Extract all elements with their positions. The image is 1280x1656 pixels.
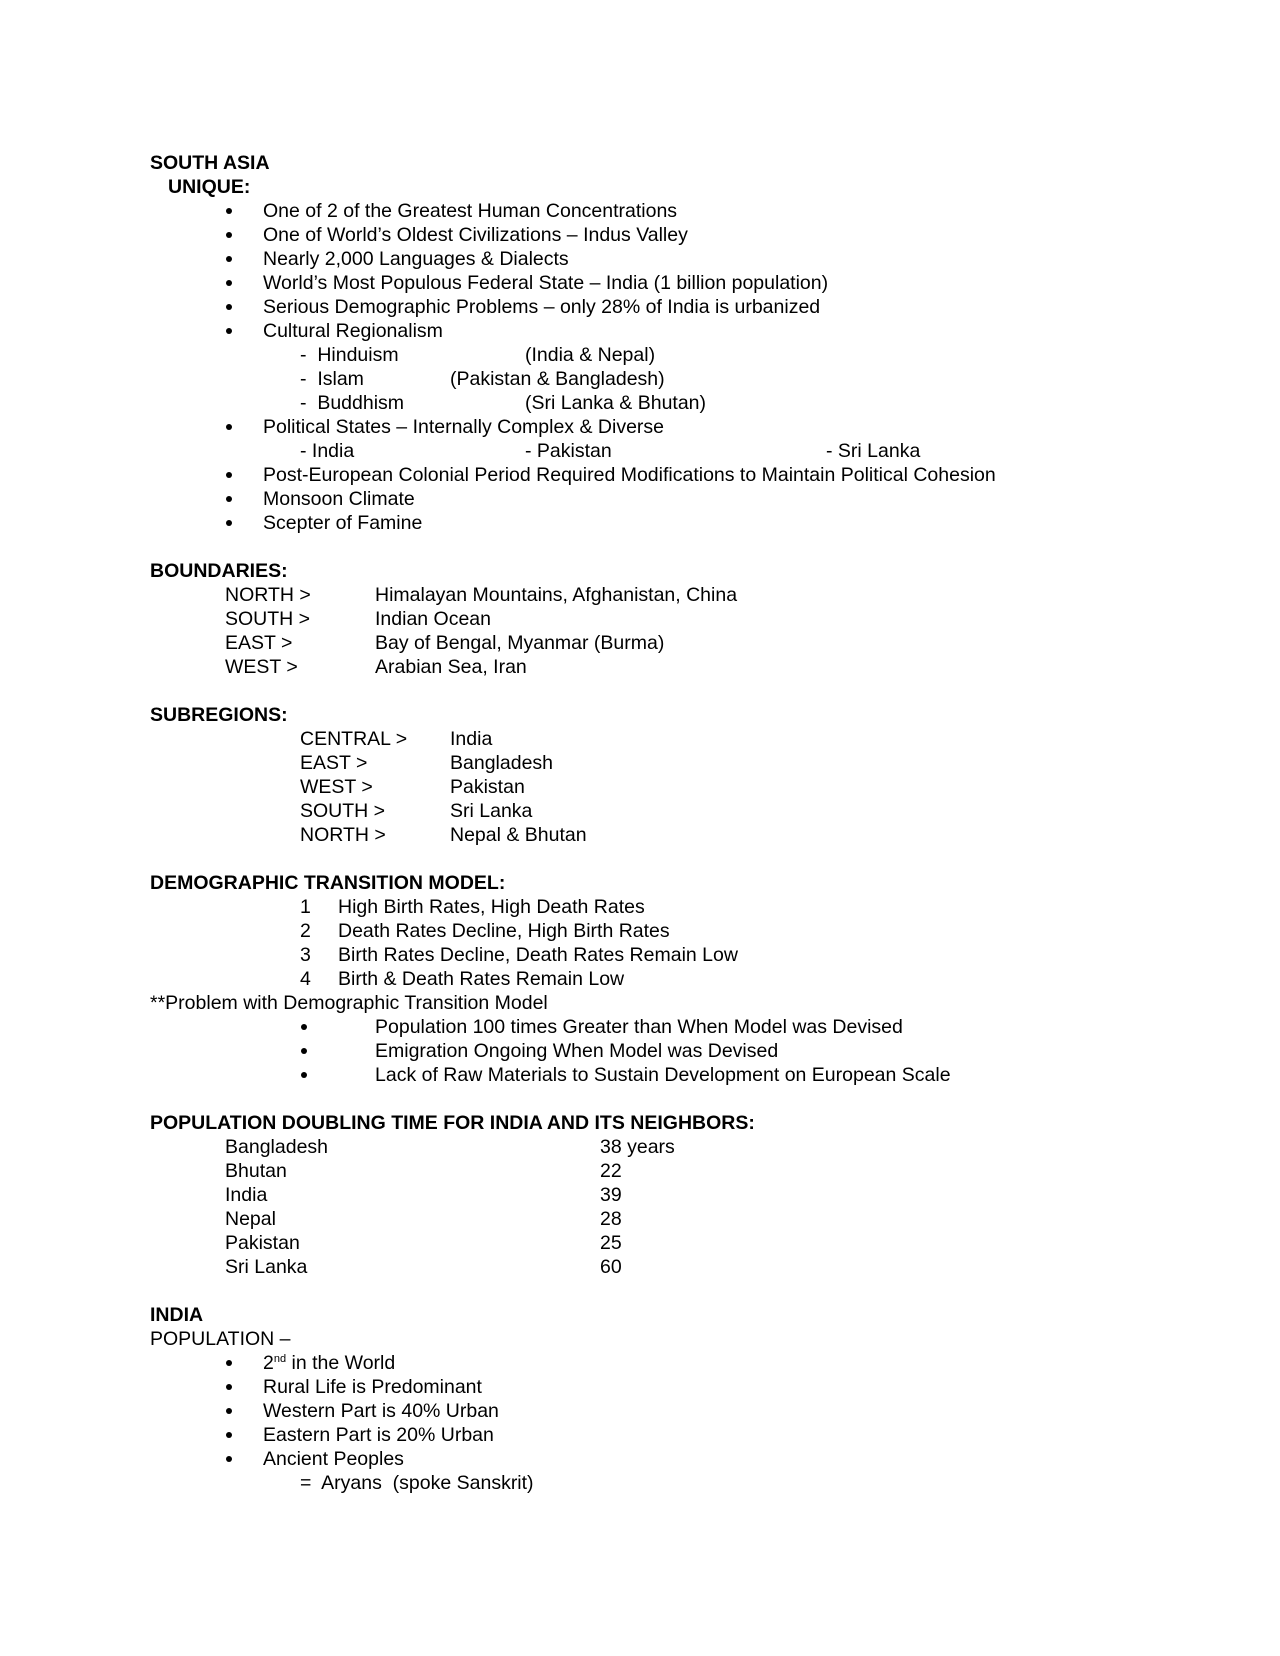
country-name: Pakistan: [225, 1232, 300, 1254]
country-name: Bangladesh: [225, 1136, 329, 1158]
subregion-value: India: [450, 728, 493, 750]
direction-value: Arabian Sea, Iran: [375, 656, 527, 678]
bullet-icon: [226, 424, 232, 430]
list-item: Political States – Internally Complex & Diverse: [263, 416, 664, 438]
rank-text: in the World: [286, 1352, 396, 1374]
list-item: [263, 1351, 395, 1375]
country-name: Sri Lanka: [225, 1256, 308, 1278]
rank-suffix: nd: [273, 1353, 287, 1365]
doubling-years: 39: [600, 1184, 622, 1206]
stage-number: 2: [300, 920, 311, 942]
religion-name: - Hinduism: [300, 344, 399, 366]
list-item: Serious Demographic Problems – only 28% of India is urbanized: [263, 296, 821, 318]
list-item: One of 2 of the Greatest Human Concentrations: [263, 200, 678, 222]
bullet-icon: [226, 496, 232, 502]
bullet-icon: [301, 1024, 307, 1030]
subregion-label: EAST >: [300, 752, 368, 774]
list-item: Eastern Part is 20% Urban: [263, 1424, 494, 1446]
bullet-icon: [226, 304, 232, 310]
direction-label: SOUTH >: [225, 608, 311, 630]
list-item: Rural Life is Predominant: [263, 1376, 482, 1398]
list-item: Scepter of Famine: [263, 512, 423, 534]
direction-value: Bay of Bengal, Myanmar (Burma): [375, 632, 665, 654]
list-item: Ancient Peoples: [263, 1448, 404, 1470]
stage-text: Death Rates Decline, High Birth Rates: [338, 920, 670, 942]
state-name: - India: [300, 440, 355, 462]
stage-number: 4: [300, 968, 311, 990]
subregion-label: WEST >: [300, 776, 373, 798]
subregion-value: Sri Lanka: [450, 800, 533, 822]
dtm-heading: DEMOGRAPHIC TRANSITION MODEL:: [150, 872, 506, 894]
stage-number: 1: [300, 896, 311, 918]
bullet-icon: [226, 256, 232, 262]
list-item: Monsoon Climate: [263, 488, 415, 510]
direction-label: EAST >: [225, 632, 293, 654]
bullet-icon: [226, 280, 232, 286]
subregion-label: NORTH >: [300, 824, 386, 846]
bullet-icon: [226, 1456, 232, 1462]
direction-value: Himalayan Mountains, Afghanistan, China: [375, 584, 738, 606]
stage-text: Birth & Death Rates Remain Low: [338, 968, 625, 990]
state-name: - Sri Lanka: [826, 440, 921, 462]
list-item: World’s Most Populous Federal State – India (1 billion population): [263, 272, 829, 294]
bullet-icon: [226, 1384, 232, 1390]
list-item: Western Part is 40% Urban: [263, 1400, 499, 1422]
list-item: Post-European Colonial Period Required Modifications to Maintain Political Cohesion: [263, 464, 996, 486]
doubling-years: 60: [600, 1256, 622, 1278]
list-item: Nearly 2,000 Languages & Dialects: [263, 248, 569, 270]
subregion-value: Pakistan: [450, 776, 525, 798]
list-item: Cultural Regionalism: [263, 320, 443, 342]
bullet-icon: [226, 472, 232, 478]
bullet-icon: [301, 1048, 307, 1054]
country-name: Nepal: [225, 1208, 276, 1230]
bullet-icon: [301, 1072, 307, 1078]
religion-where: (Sri Lanka & Bhutan): [525, 392, 707, 414]
unique-heading: UNIQUE:: [168, 176, 251, 198]
doubling-years: 38 years: [600, 1136, 675, 1158]
dtm-problem-label: **Problem with Demographic Transition Model: [150, 992, 548, 1014]
list-item: Emigration Ongoing When Model was Devised: [375, 1040, 779, 1062]
doubling-years: 25: [600, 1232, 622, 1254]
bullet-icon: [226, 520, 232, 526]
rank-number: 2: [263, 1352, 274, 1374]
subregions-heading: SUBREGIONS:: [150, 704, 288, 726]
stage-text: Birth Rates Decline, Death Rates Remain Low: [338, 944, 738, 966]
direction-value: Indian Ocean: [375, 608, 492, 630]
state-name: - Pakistan: [525, 440, 612, 462]
subregion-label: SOUTH >: [300, 800, 386, 822]
country-name: Bhutan: [225, 1160, 287, 1182]
page-title: SOUTH ASIA: [150, 152, 270, 174]
bullet-icon: [226, 1360, 232, 1366]
doubling-years: 28: [600, 1208, 622, 1230]
direction-label: WEST >: [225, 656, 298, 678]
list-item: One of World’s Oldest Civilizations – Indus Valley: [263, 224, 688, 246]
direction-label: NORTH >: [225, 584, 311, 606]
subregion-value: Nepal & Bhutan: [450, 824, 587, 846]
bullet-icon: [226, 1408, 232, 1414]
stage-text: High Birth Rates, High Death Rates: [338, 896, 645, 918]
bullet-icon: [226, 328, 232, 334]
india-heading: INDIA: [150, 1304, 204, 1326]
population-label: POPULATION –: [150, 1328, 291, 1350]
country-name: India: [225, 1184, 268, 1206]
doubling-heading: POPULATION DOUBLING TIME FOR INDIA AND ITS NEIGHBORS:: [150, 1112, 755, 1134]
list-item: Population 100 times Greater than When Model was Devised: [375, 1016, 903, 1038]
sub-item: = Aryans (spoke Sanskrit): [300, 1472, 534, 1494]
religion-where: (India & Nepal): [525, 344, 656, 366]
religion-name: - Buddhism: [300, 392, 405, 414]
religion-name: - Islam: [300, 368, 364, 390]
subregion-label: CENTRAL >: [300, 728, 408, 750]
bullet-icon: [226, 232, 232, 238]
boundaries-heading: BOUNDARIES:: [150, 560, 288, 582]
bullet-icon: [226, 1432, 232, 1438]
stage-number: 3: [300, 944, 311, 966]
bullet-icon: [226, 208, 232, 214]
subregion-value: Bangladesh: [450, 752, 554, 774]
doubling-years: 22: [600, 1160, 622, 1182]
list-item: Lack of Raw Materials to Sustain Development on European Scale: [375, 1064, 951, 1086]
religion-where: (Pakistan & Bangladesh): [450, 368, 665, 390]
